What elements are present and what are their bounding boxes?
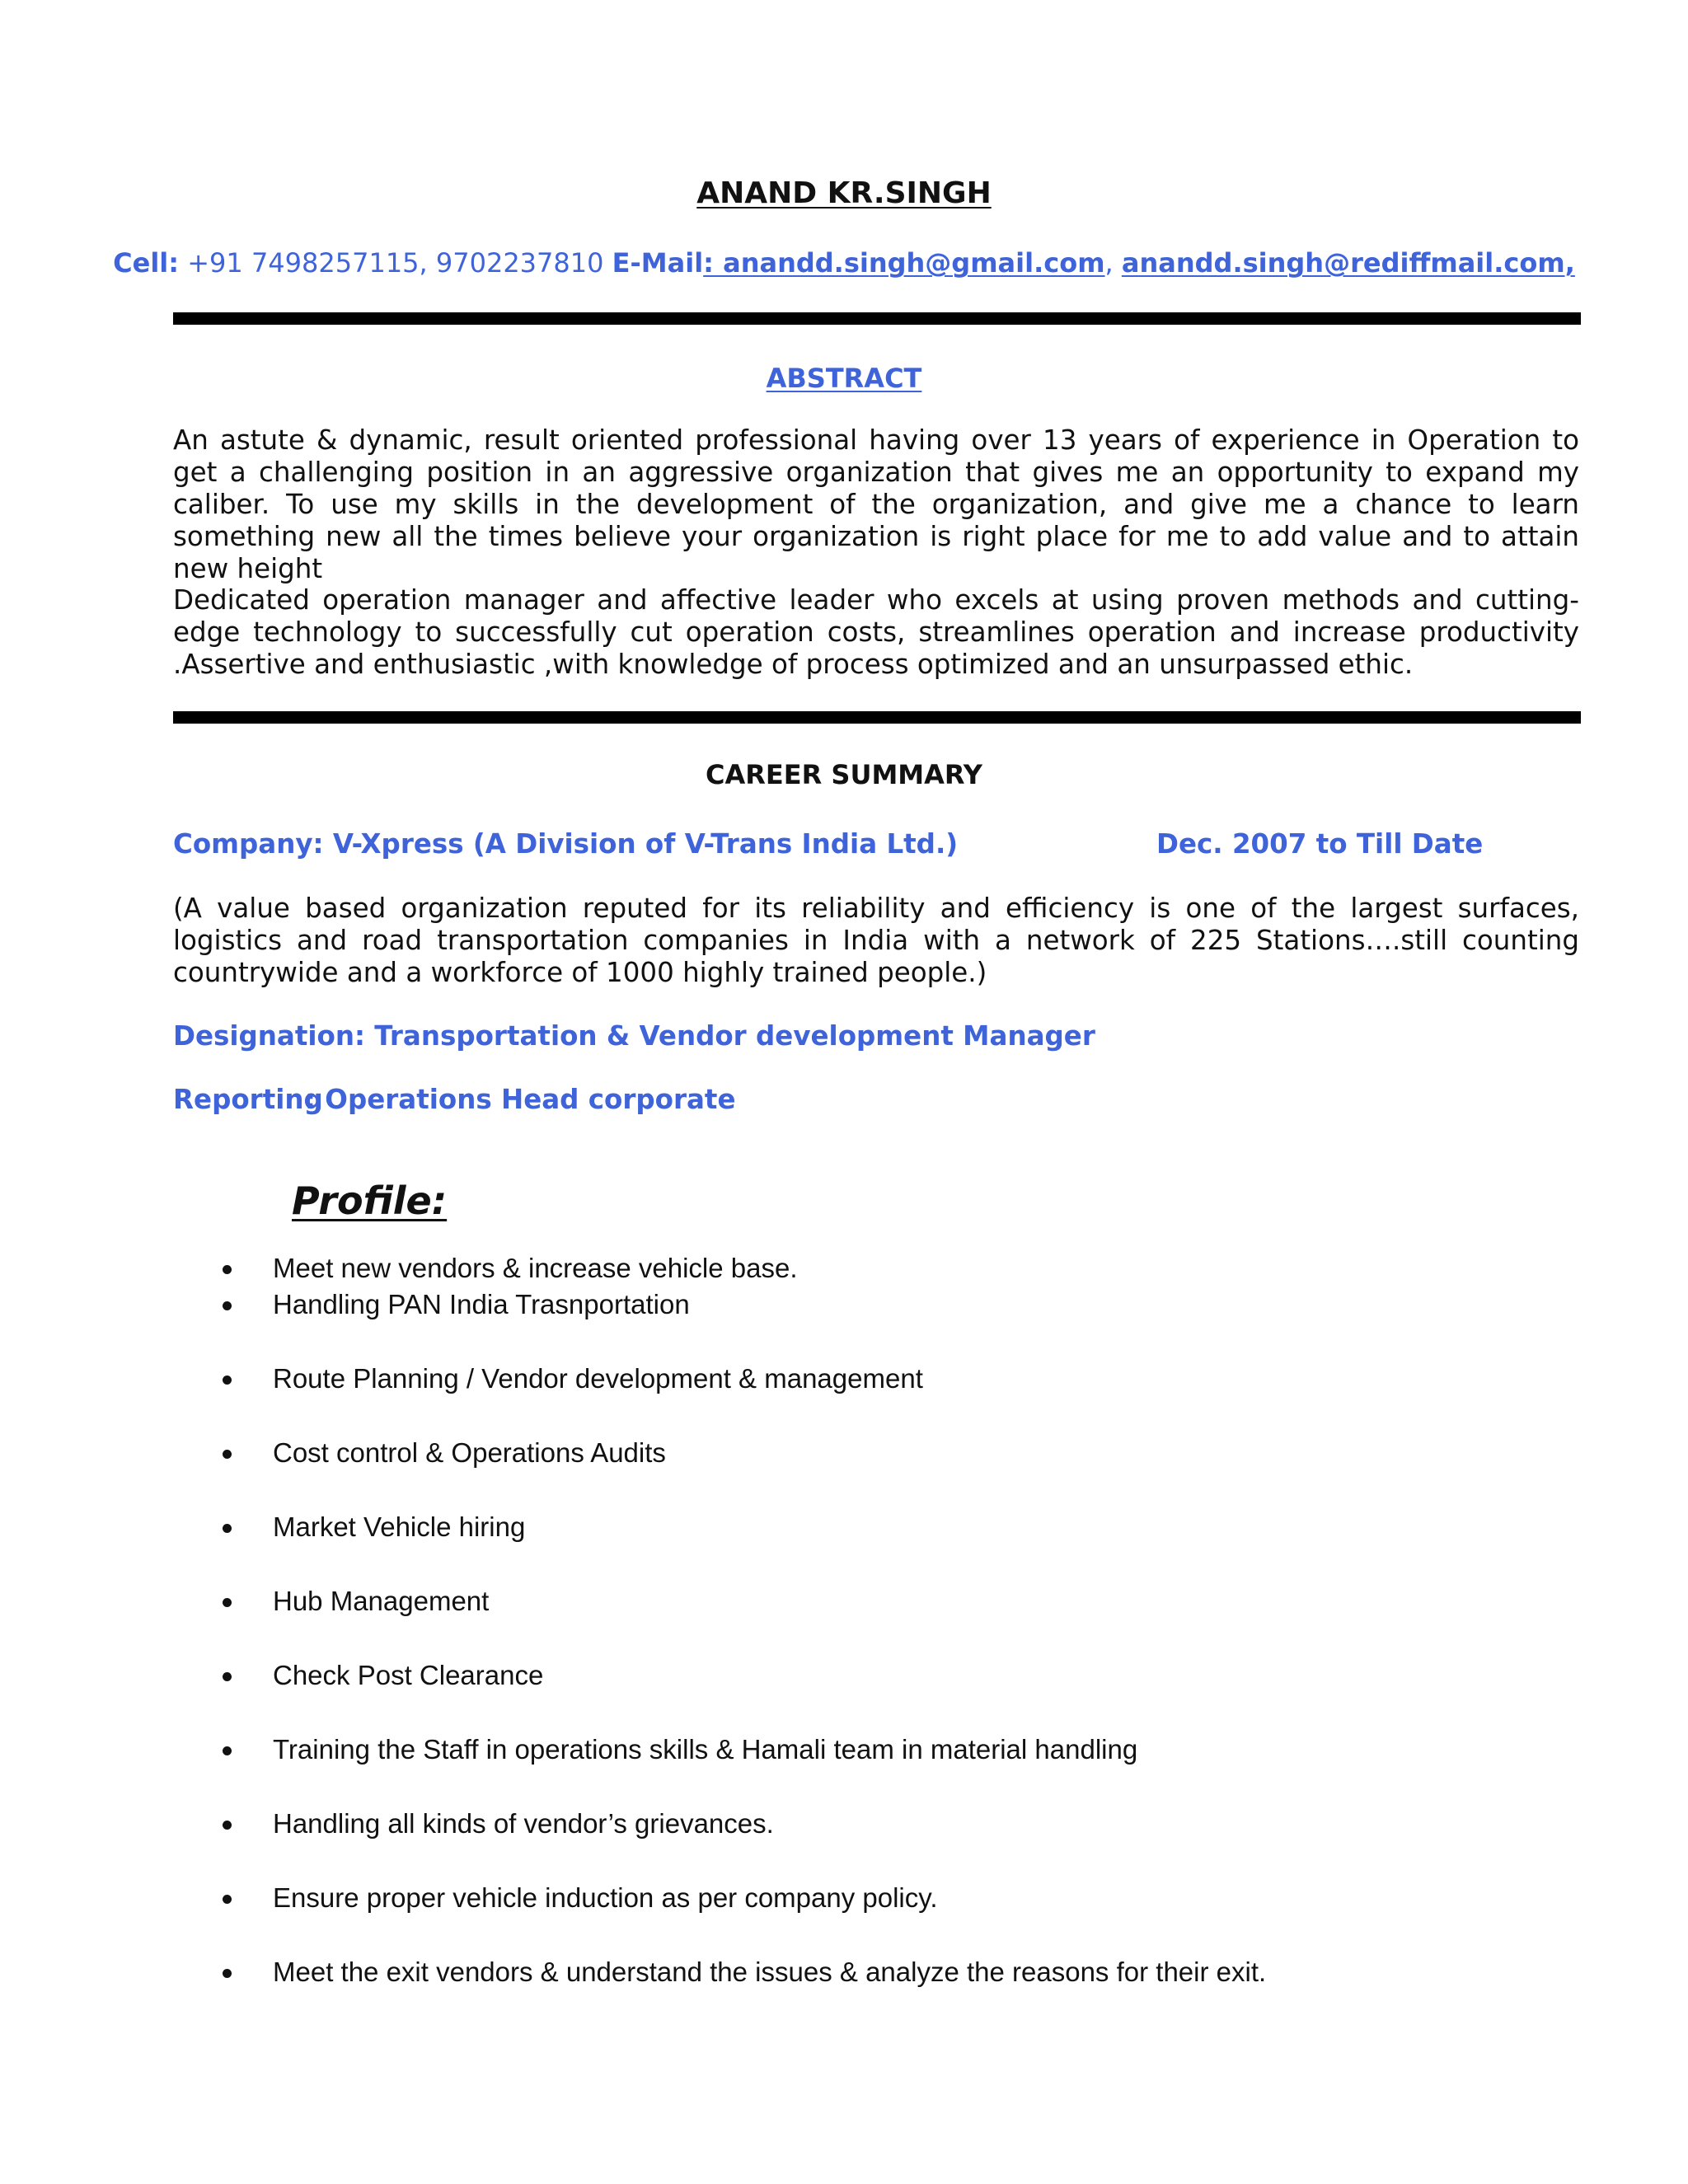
cell-label: Cell: [113,247,180,279]
bullet-icon [223,1376,232,1385]
email-link-gmail[interactable]: : anandd.singh@gmail.com [703,247,1105,279]
abstract-paragraph-2: Dedicated operation manager and affective leader who excels at using proven methods and cutting-edge technology to successfully cut operation costs, streamlines operation and increase productivity .Assertive and enthusiastic ,with knowledge of process optimized and an unsurpassed ethic. [173,584,1579,680]
reporting-value: : Operations Head corporate [305,1084,736,1115]
bullet-icon [223,1265,232,1274]
designation: Designation: Transportation & Vendor development Manager [173,1020,1095,1052]
contact-line [0,247,1688,279]
abstract-heading: ABSTRACT [766,363,922,394]
section-divider-middle [173,711,1581,724]
candidate-name: ANAND KR.SINGH [696,176,992,210]
bullet-icon [223,1821,232,1830]
reporting-line [173,1084,736,1115]
cell-numbers: +91 7498257115, 9702237810 [179,247,612,279]
reporting-label: Reporting [173,1084,323,1115]
bullet-icon [223,1672,232,1681]
employment-period: Dec. 2007 to Till Date [1156,828,1484,860]
email-link-rediff[interactable]: anandd.singh@rediffmail.com, [1121,247,1575,279]
bullet-icon [223,1598,232,1607]
abstract-paragraph-1: An astute & dynamic, result oriented professional having over 13 years of experience in Operation to get a challenging position in an aggressive organization that gives me an opportunity to expand my caliber. To use my skills in the development of the organization, and give me a chance to learn something new all the times believe your organization is right place for me to add value and to attain new height [173,424,1579,584]
profile-heading: Profile: [292,1179,448,1223]
bullet-icon [223,1746,232,1755]
email-label: E-Mail [612,247,704,279]
company-description: (A value based organization reputed for its reliability and efficiency is one of the largest surfaces, logistics and road transportation companies in India with a network of 225 Stations….still counting countrywide and a workforce of 1000 highly trained people.) [173,893,1579,988]
resume-page: ANAND KR.SINGH Cell: +91 7498257115, 9702237810 E-Mail: anandd.singh@gmail.com, anandd.singh@rediffmail.com, ABSTRACT An astute & dynamic, result oriented professional having over 13 years of experience in Operation to get a challenging position in an aggressive organization that gives me an opportunity to expand my caliber. To use my skills in the development of the organization, and give me a chance to learn something new all the times believe your organization is right place for me to add value and to attain new height Dedicated operation manager and affective leader who excels at using proven methods and cutting-edge technology to successfully cut operation costs, streamlines operation and increase productivity .Assertive and enthusiastic ,with knowledge of process optimized and an unsurpassed ethic. CAREER SUMMARY Company: V-Xpress (A Division of V-Trans India Ltd.) Dec. 2007 to Till Date (A value based organization reputed for its reliability and efficiency is one of the largest surfaces, logistics and road transportation companies in India with a network of 225 Stations….still counting countrywide and a workforce of 1000 highly trained people.) Designation: Transportation & Vendor development Manager Reporting: Operations Head corporate Profile: Meet new vendors & increase vehicle base. Handling PAN India Trasnportation Route Planning / Vendor development & management Cost control & Operations Audits Market Vehicle hiring Hub Management Check Post Clearance Training the Staff in operations skills & Hamali team in material handling Handling all kinds of vendor’s grievances. Ensure proper vehicle induction as per company policy. Meet the exit vendors & understand the issues & analyze the reasons for their exit. [0,0,1688,2184]
email-separator: , [1104,247,1122,279]
bullet-icon [223,1450,232,1459]
career-summary-heading: CAREER SUMMARY [706,759,982,790]
company-name: Company: V-Xpress (A Division of V-Trans India Ltd.) [173,828,959,860]
bullet-icon [223,1969,232,1978]
bullet-icon [223,1301,232,1310]
section-divider-top [173,312,1581,325]
bullet-icon [223,1524,232,1533]
bullet-icon [223,1895,232,1904]
